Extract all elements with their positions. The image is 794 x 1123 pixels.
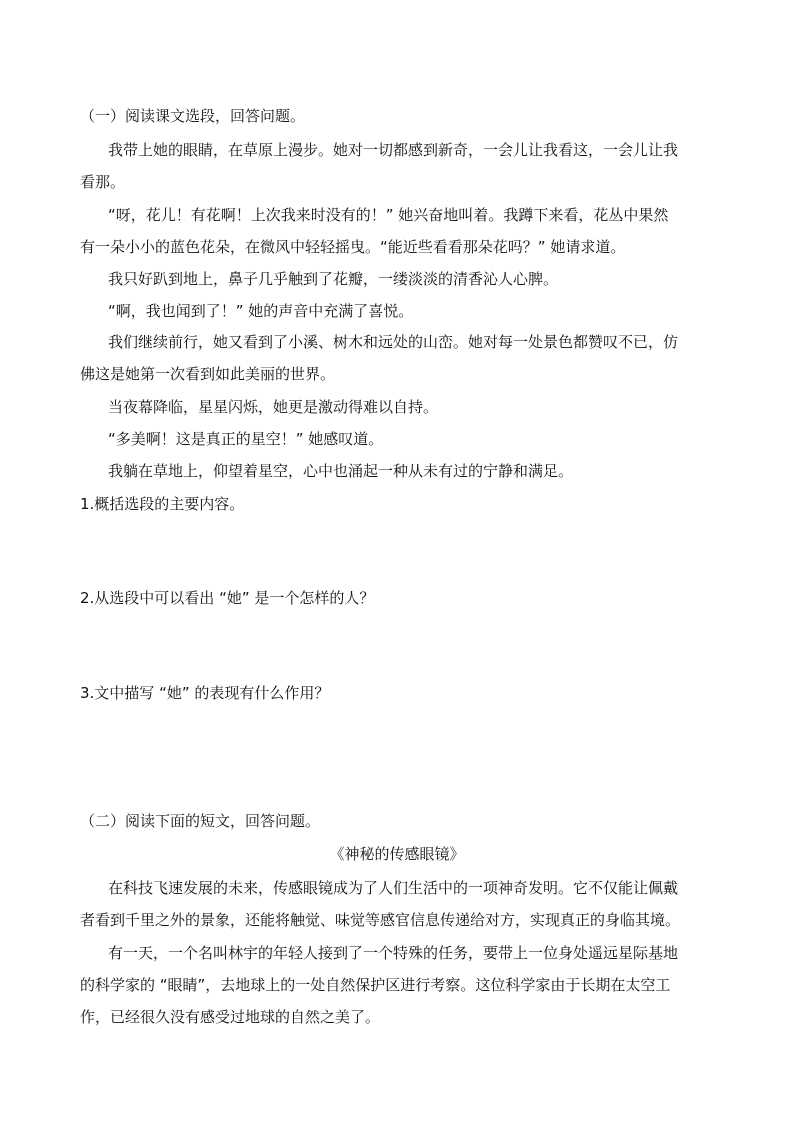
passage1-line: 佛这是她第一次看到如此美丽的世界。 — [80, 365, 336, 383]
section1-heading: （一）阅读课文选段，回答问题。 — [80, 107, 306, 125]
passage2-line: 者看到千里之外的景象，还能将触觉、味觉等感官信息传递给对方，实现真正的身临其境。 — [80, 911, 681, 929]
question-1: 1.概括选段的主要内容。 — [80, 495, 245, 513]
question-3: 3.文中描写 “她” 的表现有什么作用？ — [80, 684, 330, 702]
passage1-line: “多美啊！这是真正的星空！” 她感叹道。 — [108, 430, 384, 448]
passage1-line: “啊，我也闻到了！” 她的声音中充满了喜悦。 — [108, 302, 414, 320]
passage1-line: “呀，花儿！有花啊！上次我来时没有的！” 她兴奋地叫着。我蹲下来看，花丛中果然 — [108, 206, 669, 224]
passage1-line: 我们继续前行，她又看到了小溪、树木和远处的山峦。她对每一处景色都赞叹不已，仿 — [108, 333, 679, 351]
passage1-line: 当夜幕降临，星星闪烁，她更是激动得难以自持。 — [108, 398, 439, 416]
passage1-line: 看那。 — [80, 173, 126, 191]
passage2-line: 在科技飞速发展的未来，传感眼镜成为了人们生活中的一项神奇发明。它不仅能让佩戴 — [108, 879, 679, 897]
article-title: 《神秘的传感眼镜》 — [329, 845, 465, 863]
passage2-line: 有一天，一个名叫林宇的年轻人接到了一个特殊的任务，要带上一位身处遥远星际基地 — [108, 944, 679, 962]
passage1-line: 我带上她的眼睛，在草原上漫步。她对一切都感到新奇，一会儿让我看这，一会儿让我 — [108, 141, 679, 159]
passage1-line: 有一朵小小的蓝色花朵，在微风中轻轻摇曳。“能近些看看那朵花吗？” 她请求道。 — [80, 238, 626, 256]
section2-heading: （二）阅读下面的短文，回答问题。 — [80, 812, 321, 830]
passage1-line: 我只好趴到地上，鼻子几乎触到了花瓣，一缕淡淡的清香沁人心脾。 — [108, 270, 559, 288]
question-2: 2.从选段中可以看出 “她” 是一个怎样的人？ — [80, 589, 375, 607]
passage2-line: 的科学家的 “眼睛”，去地球上的一处自然保护区进行考察。这位科学家由于长期在太空工 — [80, 976, 671, 994]
passage1-line: 我躺在草地上，仰望着星空，心中也涌起一种从未有过的宁静和满足。 — [108, 462, 574, 480]
passage2-line: 作，已经很久没有感受过地球的自然之美了。 — [80, 1008, 381, 1026]
